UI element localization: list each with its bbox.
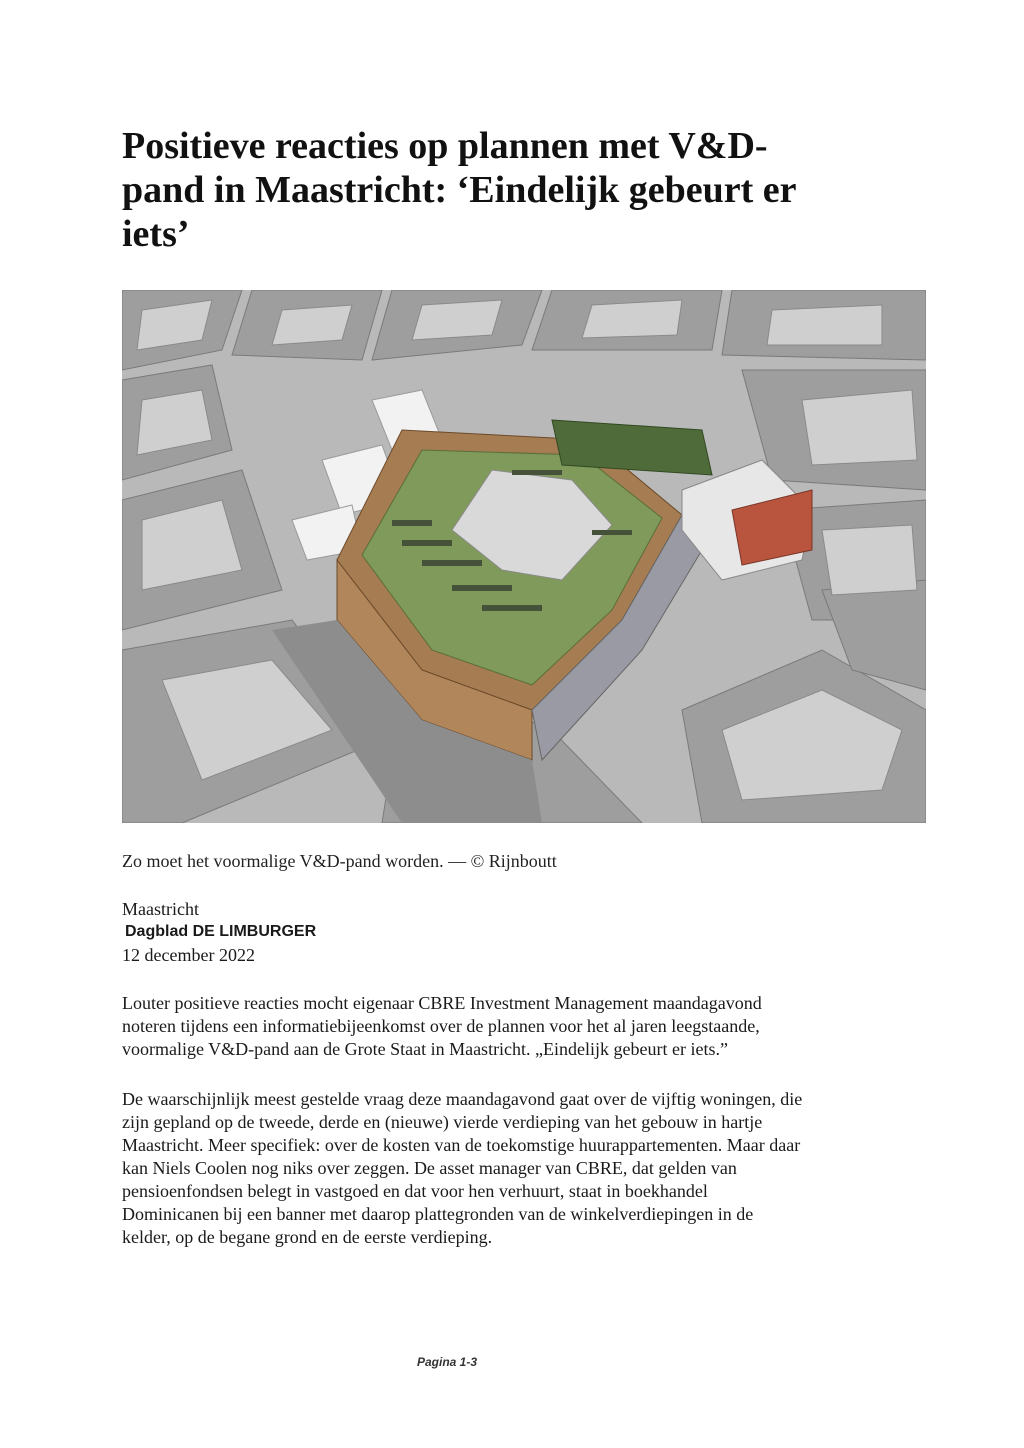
- paragraph-line: De waarschijnlijk meest gestelde vraag deze maandagavond gaat over de vijftig woningen, die: [122, 1089, 803, 1109]
- photo-caption: Zo moet het voormalige V&D-pand worden. — © Rijnboutt: [122, 851, 557, 871]
- publication-date: 12 december 2022: [122, 945, 255, 965]
- article-photo: [122, 290, 926, 823]
- paragraph-line: pensioenfondsen belegt in vastgoed en dat voor hen verhuurt, staat in boekhandel: [122, 1181, 708, 1201]
- paragraph-line: Louter positieve reacties mocht eigenaar CBRE Investment Management maandagavond: [122, 993, 762, 1013]
- article-paragraph-1: [122, 992, 912, 1061]
- article-headline: [122, 124, 902, 256]
- headline-line: Positieve reacties op plannen met V&D-: [122, 125, 768, 167]
- paragraph-line: Dominicanen bij een banner met daarop plattegronden van de winkelverdiepingen in de: [122, 1204, 754, 1224]
- byline: [122, 897, 316, 967]
- paragraph-line: kan Niels Coolen nog niks over zeggen. De asset manager van CBRE, dat gelden van: [122, 1158, 737, 1178]
- paragraph-line: zijn gepland op de tweede, derde en (nieuwe) vierde verdieping van het gebouw in hartje: [122, 1112, 763, 1132]
- headline-line: pand in Maastricht: ‘Eindelijk gebeurt er: [122, 169, 797, 211]
- aerial-rendering-illustration: [122, 290, 926, 823]
- article-paragraph-2: [122, 1088, 912, 1249]
- paragraph-line: Maastricht. Meer specifiek: over de kosten van de toekomstige huurappartementen. Maar daar: [122, 1135, 801, 1155]
- paragraph-line: noteren tijdens een informatiebijeenkomst over de plannen voor het al jaren leegstaande,: [122, 1016, 760, 1036]
- publication-name: Dagblad DE LIMBURGER: [125, 923, 317, 940]
- page-number: Pagina 1-3: [416, 1355, 478, 1369]
- dateline-place: Maastricht: [122, 899, 199, 919]
- paragraph-line: voormalige V&D-pand aan de Grote Staat in Maastricht. „Eindelijk gebeurt er iets.”: [122, 1039, 728, 1059]
- paragraph-line: kelder, op de begane grond en de eerste verdieping.: [122, 1227, 493, 1247]
- headline-line: iets’: [122, 213, 190, 255]
